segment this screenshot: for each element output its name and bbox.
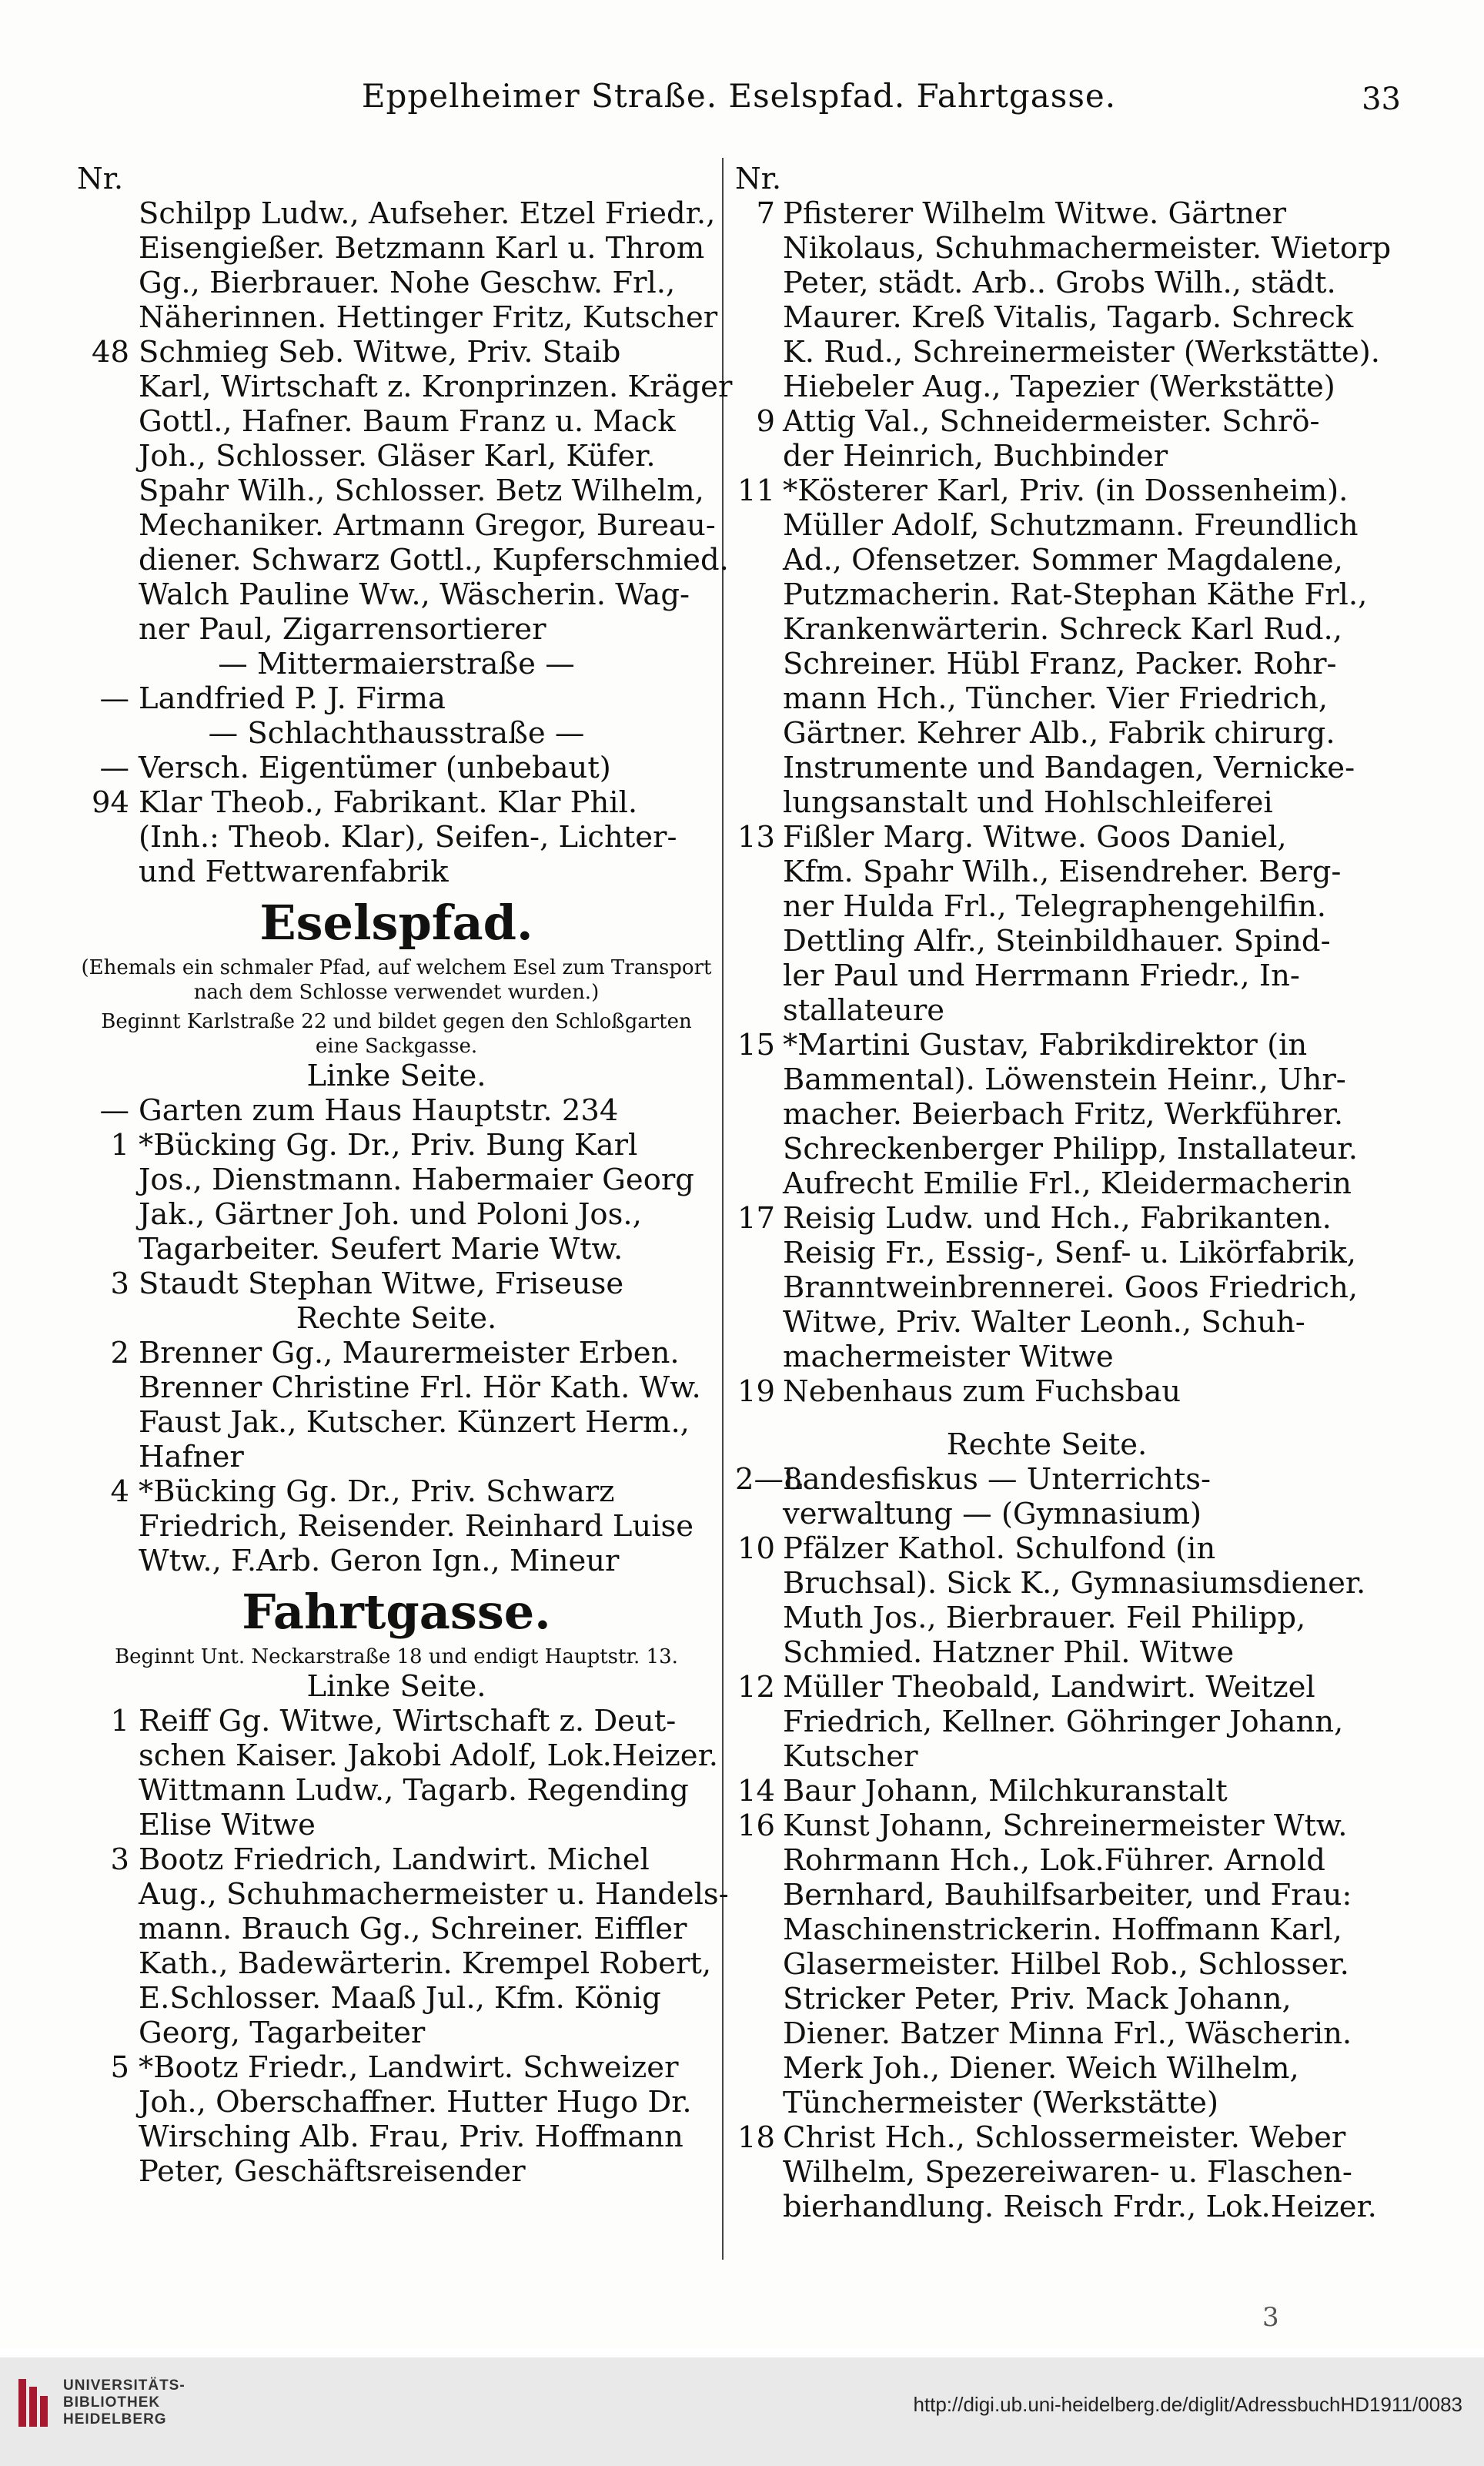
entry-line: — Versch. Eigentümer (unbebaut) <box>99 751 611 785</box>
entry-line <box>735 1982 1359 2016</box>
entry-line <box>735 612 1359 647</box>
entry-text: *Bootz Friedr., Landwirt. Schweizer <box>139 2050 679 2085</box>
entry-text: Müller Theobald, Landwirt. Weitzel <box>783 1670 1315 1705</box>
house-number: 48 <box>92 335 129 370</box>
source-url[interactable]: http://digi.ub.uni-heidelberg.de/diglit/AdressbuchHD1911/0083 <box>913 2393 1462 2416</box>
entry-line <box>735 1947 1359 1982</box>
street-heading: — Schlachthausstraße — <box>208 716 585 751</box>
house-number: 2 <box>110 1336 129 1370</box>
entry-text: Wtw., F.Arb. Geron Ign., Mineur <box>139 1544 620 1578</box>
entry-text: lungsanstalt und Hohlschleiferei <box>783 785 1273 820</box>
entry-line <box>77 508 716 543</box>
entry-line <box>77 612 716 647</box>
house-number: 7 <box>756 196 775 231</box>
house-number: 2—8 <box>735 1462 803 1497</box>
section-title-eselspfad: Eselspfad. <box>259 895 533 951</box>
entry-text: Maschinenstrickerin. Hoffmann Karl, <box>783 1912 1342 1947</box>
entries-94 <box>77 785 716 889</box>
entry-text: Baur Johann, Milchkuranstalt <box>783 1774 1228 1809</box>
entry-text: bierhandlung. Reisch Frdr., Lok.Heizer. <box>783 2190 1377 2224</box>
entry-line <box>77 300 716 335</box>
entry-line <box>77 1704 716 1738</box>
entry-line <box>735 2016 1359 2051</box>
house-number: 11 <box>737 473 775 508</box>
section-note: (Ehemals ein schmaler Pfad, auf welchem Esel zum Transport nach dem Schlosse verwendet wurden.) <box>81 956 712 1004</box>
entry-line <box>735 785 1359 820</box>
entry-line <box>77 1773 716 1808</box>
entry-text: Aug., Schuhmachermeister u. Handels- <box>139 1877 729 1912</box>
entry-line <box>735 300 1359 335</box>
entry-line <box>77 1981 716 2016</box>
entry-text: Wilhelm, Spezereiwaren- u. Flaschen- <box>783 2155 1352 2190</box>
entry-text: Schmieg Seb. Witwe, Priv. Staib <box>139 335 621 370</box>
entry-line <box>735 855 1359 889</box>
entry-line <box>77 1877 729 1912</box>
entry-text: Peter, städt. Arb.. Grobs Wilh., städt. <box>783 266 1336 300</box>
entry-line <box>77 1544 716 1578</box>
house-number: 17 <box>737 1201 775 1236</box>
entry-line <box>77 2085 716 2120</box>
entry-line <box>735 473 1359 508</box>
right-entries-left-side <box>735 196 1392 1409</box>
entry-text: Georg, Tagarbeiter <box>139 2016 426 2050</box>
entry-text: ner Hulda Frl., Telegraphengehilfin. <box>783 889 1327 924</box>
entry-line <box>735 889 1359 924</box>
entry-text: Gg., Bierbrauer. Nohe Geschw. Frl., <box>139 266 676 300</box>
entry-line <box>735 1270 1359 1305</box>
entry-line <box>735 1462 1359 1497</box>
entry-line <box>735 1062 1359 1097</box>
entry-line <box>735 1374 1359 1409</box>
entry-line <box>735 1531 1359 1566</box>
entry-line <box>77 1474 716 1509</box>
entry-line <box>735 1774 1359 1809</box>
entry-line <box>77 1808 716 1842</box>
entry-text: macher. Beierbach Fritz, Werkführer. <box>783 1097 1344 1132</box>
entry-line <box>77 1336 716 1370</box>
entry-text: Ad., Ofensetzer. Sommer Magdalene, <box>783 543 1343 577</box>
side-heading: Rechte Seite. <box>946 1427 1148 1462</box>
entry-line: — Landfried P. J. Firma <box>99 681 446 716</box>
entry-line <box>77 1266 716 1301</box>
entry-text: ner Paul, Zigarrensortierer <box>139 612 546 647</box>
house-number: 5 <box>110 2050 129 2085</box>
entry-line <box>77 1842 716 1877</box>
entry-text: *Martini Gustav, Fabrikdirektor (in <box>783 1028 1308 1062</box>
entry-text: Müller Adolf, Schutzmann. Freundlich <box>783 508 1359 543</box>
entry-text: *Kösterer Karl, Priv. (in Dossenheim). <box>783 473 1349 508</box>
entry-line <box>735 1566 1366 1601</box>
entry-text: Diener. Batzer Minna Frl., Wäscherin. <box>783 2016 1352 2051</box>
entry-text: K. Rud., Schreinermeister (Werkstätte). <box>783 335 1380 370</box>
entry-text: Brenner Christine Frl. Hör Kath. Ww. <box>139 1370 701 1405</box>
entry-text: Kutscher <box>783 1739 918 1774</box>
entry-line <box>735 2155 1359 2190</box>
entry-line <box>735 1739 1359 1774</box>
entry-text: Pfisterer Wilhelm Witwe. Gärtner <box>783 196 1287 231</box>
house-number: 94 <box>92 785 129 820</box>
entry-line <box>735 439 1359 473</box>
entry-line <box>735 1236 1359 1270</box>
entry-line <box>77 820 716 855</box>
entry-text: Friedrich, Kellner. Göhringer Johann, <box>783 1705 1344 1739</box>
entry-line <box>77 439 716 473</box>
entry-line <box>77 1232 716 1266</box>
entry-line <box>77 1093 716 1128</box>
entry-line <box>77 1440 716 1474</box>
entry-text: Maurer. Kreß Vitalis, Tagarb. Schreck <box>783 300 1354 335</box>
entry-line <box>735 266 1359 300</box>
house-number: 12 <box>737 1670 775 1705</box>
entry-text: Tünchermeister (Werkstätte) <box>783 2086 1218 2120</box>
entry-text: Muth Jos., Bierbrauer. Feil Philipp, <box>783 1601 1306 1635</box>
house-number: 4 <box>110 1474 129 1509</box>
entry-text: stallateure <box>783 993 945 1028</box>
entry-line <box>77 335 716 370</box>
entry-line <box>735 1878 1359 1912</box>
entry-text: Jak., Gärtner Joh. und Poloni Jos., <box>139 1197 642 1232</box>
entry-text: Tagarbeiter. Seufert Marie Wtw. <box>139 1232 623 1266</box>
house-number: 13 <box>737 820 775 855</box>
entry-line <box>77 2120 716 2154</box>
entry-line <box>735 1912 1359 1947</box>
entry-text: Hiebeler Aug., Tapezier (Werkstätte) <box>783 370 1335 404</box>
entry-line <box>77 2016 716 2050</box>
entry-text: mann. Brauch Gg., Schreiner. Eiffler <box>139 1912 687 1946</box>
entry-text: Schilpp Ludw., Aufseher. Etzel Friedr., <box>139 196 716 231</box>
entry-text: Dettling Alfr., Steinbildhauer. Spind- <box>783 924 1331 959</box>
entry-text: mann Hch., Tüncher. Vier Friedrich, <box>783 681 1329 716</box>
entry-text: Hafner <box>139 1440 244 1474</box>
right-column <box>735 162 1392 2224</box>
entry-text: Branntweinbrennerei. Goos Friedrich, <box>783 1270 1359 1305</box>
nr-label: Nr. <box>735 162 782 196</box>
entry-text: Putzmacherin. Rat-Stephan Käthe Frl., <box>783 577 1368 612</box>
entry-line <box>735 647 1359 681</box>
entry-text: Rohrmann Hch., Lok.Führer. Arnold <box>783 1843 1325 1878</box>
house-number: 19 <box>737 1374 775 1409</box>
entry-line <box>735 2086 1359 2120</box>
entry-text: Brenner Gg., Maurermeister Erben. <box>139 1336 680 1370</box>
entry-line <box>735 1601 1359 1635</box>
house-number: 3 <box>110 1842 129 1877</box>
page-number: 33 <box>1362 82 1401 117</box>
entry-line <box>735 2051 1359 2086</box>
entry-line <box>77 785 716 820</box>
entry-text: der Heinrich, Buchbinder <box>783 439 1168 473</box>
entry-line <box>735 335 1380 370</box>
entry-line <box>77 1946 716 1981</box>
entry-line <box>735 1809 1359 1843</box>
entry-line <box>735 820 1359 855</box>
entry-text: *Bücking Gg. Dr., Priv. Schwarz <box>139 1474 615 1509</box>
entry-text: Witwe, Priv. Walter Leonh., Schuh- <box>783 1305 1305 1340</box>
entry-line <box>77 1370 716 1405</box>
entry-line <box>77 1738 719 1773</box>
entry-text: Pfälzer Kathol. Schulfond (in <box>783 1531 1216 1566</box>
column-divider <box>722 158 724 2260</box>
entry-line <box>77 370 733 404</box>
house-number: 15 <box>737 1028 775 1062</box>
entry-line <box>735 2190 1377 2224</box>
entry-text: Aufrecht Emilie Frl., Kleidermacherin <box>783 1166 1352 1201</box>
entry-text: Schreckenberger Philipp, Installateur. <box>783 1132 1358 1166</box>
entry-line <box>735 1670 1359 1705</box>
nr-label: Nr. <box>77 162 124 196</box>
entry-line <box>735 1635 1359 1670</box>
entry-text: Schreiner. Hübl Franz, Packer. Rohr- <box>783 647 1337 681</box>
house-number: 16 <box>737 1809 775 1843</box>
entry-line <box>735 508 1359 543</box>
house-number: 18 <box>737 2120 775 2155</box>
left-column <box>77 162 733 2189</box>
entry-line <box>735 1843 1359 1878</box>
fahrtgasse-entries <box>77 1704 729 2189</box>
entry-line <box>735 924 1359 959</box>
entry-line <box>735 231 1392 266</box>
entry-line <box>735 1201 1359 1236</box>
entry-line <box>735 1028 1359 1062</box>
entry-text: Faust Jak., Kutscher. Künzert Herm., <box>139 1405 690 1440</box>
entry-line <box>77 266 716 300</box>
entry-text: Christ Hch., Schlossermeister. Weber <box>783 2120 1346 2155</box>
entry-line <box>735 577 1368 612</box>
entry-line <box>735 993 1359 1028</box>
entry-line <box>77 1405 716 1440</box>
entry-line <box>735 1166 1359 1201</box>
entry-text: schen Kaiser. Jakobi Adolf, Lok.Heizer. <box>139 1738 719 1773</box>
entry-line <box>735 751 1359 785</box>
entry-text: Näherinnen. Hettinger Fritz, Kutscher <box>139 300 718 335</box>
entry-text: Jos., Dienstmann. Habermaier Georg <box>139 1163 694 1197</box>
entry-text: Attig Val., Schneidermeister. Schrö- <box>783 404 1320 439</box>
eselspfad-left-entries <box>77 1093 716 1301</box>
entry-text: Walch Pauline Ww., Wäscherin. Wag- <box>139 577 690 612</box>
section-note: Beginnt Unt. Neckarstraße 18 und endigt Hauptstr. 13. <box>115 1645 678 1668</box>
entry-line <box>77 2050 716 2085</box>
entry-line <box>735 959 1359 993</box>
entry-line <box>735 404 1359 439</box>
library-name: UNIVERSITÄTS- BIBLIOTHEK HEIDELBERG <box>63 2377 186 2428</box>
entry-line <box>77 855 716 889</box>
entry-text: Elise Witwe <box>139 1808 316 1842</box>
entry-text: Bruchsal). Sick K., Gymnasiumsdiener. <box>783 1566 1366 1601</box>
right-entries-right-side <box>735 1462 1377 2224</box>
entry-text: Glasermeister. Hilbel Rob., Schlosser. <box>783 1947 1349 1982</box>
entry-line <box>77 404 716 439</box>
house-number: 1 <box>110 1704 129 1738</box>
entry-line <box>77 1912 716 1946</box>
entry-text: Garten zum Haus Hauptstr. 234 <box>139 1093 619 1128</box>
entry-line <box>77 2154 716 2189</box>
entry-text: Reisig Fr., Essig-, Senf- u. Likörfabrik, <box>783 1236 1356 1270</box>
entry-line <box>735 716 1359 751</box>
entry-text: Peter, Geschäftsreisender <box>139 2154 526 2189</box>
side-heading: Linke Seite. <box>306 1669 486 1704</box>
entry-text: Bernhard, Bauhilfsarbeiter, und Frau: <box>783 1878 1352 1912</box>
entry-line <box>735 1132 1359 1166</box>
entry-text: Joh., Oberschaffner. Hutter Hugo Dr. <box>139 2085 692 2120</box>
entry-text: Instrumente und Bandagen, Vernicke- <box>783 751 1355 785</box>
entry-line <box>735 1097 1359 1132</box>
entry-text: Nikolaus, Schuhmachermeister. Wietorp <box>783 231 1392 266</box>
house-number: 14 <box>737 1774 775 1809</box>
entry-text: Merk Joh., Diener. Weich Wilhelm, <box>783 2051 1299 2086</box>
entry-text: Stricker Peter, Priv. Mack Johann, <box>783 1982 1292 2016</box>
section-title-fahrtgasse: Fahrtgasse. <box>242 1584 551 1640</box>
entry-text: Eisengießer. Betzmann Karl u. Throm <box>139 231 705 266</box>
entry-text: Bootz Friedrich, Landwirt. Michel <box>139 1842 650 1877</box>
footer-bar <box>0 2357 1484 2466</box>
entry-text: Gottl., Hafner. Baum Franz u. Mack <box>139 404 676 439</box>
entry-text: Fißler Marg. Witwe. Goos Daniel, <box>783 820 1287 855</box>
entry-line <box>77 1197 716 1232</box>
house-number: 9 <box>756 404 775 439</box>
page-title: Eppelheimer Straße. Eselspfad. Fahrtgasse. <box>361 77 1117 115</box>
entry-text: Bammental). Löwenstein Heinr., Uhr- <box>783 1062 1346 1097</box>
entry-line <box>77 231 716 266</box>
entry-text: verwaltung — (Gymnasium) <box>783 1497 1202 1531</box>
house-number: 3 <box>110 1266 129 1301</box>
entry-text: und Fettwarenfabrik <box>139 855 449 889</box>
eselspfad-right-entries <box>77 1336 716 1578</box>
entry-line <box>77 1163 716 1197</box>
entry-line <box>735 1497 1359 1531</box>
entry-text: Landesfiskus — Unterrichts- <box>783 1462 1212 1497</box>
side-heading: Rechte Seite. <box>296 1301 497 1336</box>
entry-line <box>77 577 716 612</box>
house-number: 1 <box>110 1128 129 1163</box>
left-entries <box>77 196 733 647</box>
entry-line <box>735 543 1359 577</box>
entry-text: Reisig Ludw. und Hch., Fabrikanten. <box>783 1201 1332 1236</box>
entry-line <box>77 1509 716 1544</box>
library-logo-icon <box>15 2376 52 2430</box>
entry-text: Krankenwärterin. Schreck Karl Rud., <box>783 612 1343 647</box>
entry-text: Gärtner. Kehrer Alb., Fabrik chirurg. <box>783 716 1335 751</box>
entry-text: Mechaniker. Artmann Gregor, Bureau- <box>139 508 716 543</box>
entry-text: Schmied. Hatzner Phil. Witwe <box>783 1635 1235 1670</box>
entry-text: (Inh.: Theob. Klar), Seifen-, Lichter- <box>139 820 677 855</box>
section-note: Beginnt Karlstraße 22 und bildet gegen den Schloßgarten eine Sackgasse. <box>101 1010 692 1058</box>
entry-line <box>735 1305 1359 1340</box>
entry-text: Reiff Gg. Witwe, Wirtschaft z. Deut- <box>139 1704 677 1738</box>
library-logo[interactable] <box>15 2376 186 2430</box>
signature-mark: 3 <box>1262 2302 1279 2333</box>
entry-text: E.Schlosser. Maaß Jul., Kfm. König <box>139 1981 661 2016</box>
entry-line <box>77 473 716 508</box>
entry-line <box>735 370 1359 404</box>
street-heading: — Mittermaierstraße — <box>218 647 575 681</box>
entry-text: Staudt Stephan Witwe, Friseuse <box>139 1266 624 1301</box>
entry-text: *Bücking Gg. Dr., Priv. Bung Karl <box>139 1128 638 1163</box>
entry-text: Wirsching Alb. Frau, Priv. Hoffmann <box>139 2120 684 2154</box>
entry-line <box>77 196 716 231</box>
entry-text: Wittmann Ludw., Tagarb. Regending <box>139 1773 689 1808</box>
page-header <box>77 77 1401 139</box>
entry-line <box>735 1705 1359 1739</box>
house-number: — <box>99 1093 129 1128</box>
entry-text: Friedrich, Reisender. Reinhard Luise <box>139 1509 694 1544</box>
entry-text: diener. Schwarz Gottl., Kupferschmied. <box>139 543 729 577</box>
side-heading: Linke Seite. <box>306 1059 486 1093</box>
entry-text: Klar Theob., Fabrikant. Klar Phil. <box>139 785 638 820</box>
entry-line <box>735 196 1359 231</box>
entry-text: Spahr Wilh., Schlosser. Betz Wilhelm, <box>139 473 704 508</box>
entry-text: Nebenhaus zum Fuchsbau <box>783 1374 1182 1409</box>
entry-text: Kunst Johann, Schreinermeister Wtw. <box>783 1809 1348 1843</box>
entry-text: Karl, Wirtschaft z. Kronprinzen. Kräger <box>139 370 733 404</box>
entry-text: ler Paul und Herrmann Friedr., In- <box>783 959 1300 993</box>
entry-line <box>77 543 729 577</box>
entry-text: Joh., Schlosser. Gläser Karl, Küfer. <box>139 439 656 473</box>
entry-line <box>735 1340 1359 1374</box>
entry-line <box>735 2120 1359 2155</box>
house-number: 10 <box>737 1531 775 1566</box>
entry-line <box>77 1128 716 1163</box>
entry-text: Kath., Badewärterin. Krempel Robert, <box>139 1946 712 1981</box>
entry-text: machermeister Witwe <box>783 1340 1114 1374</box>
entry-text: Kfm. Spahr Wilh., Eisendreher. Berg- <box>783 855 1342 889</box>
entry-line <box>735 681 1359 716</box>
